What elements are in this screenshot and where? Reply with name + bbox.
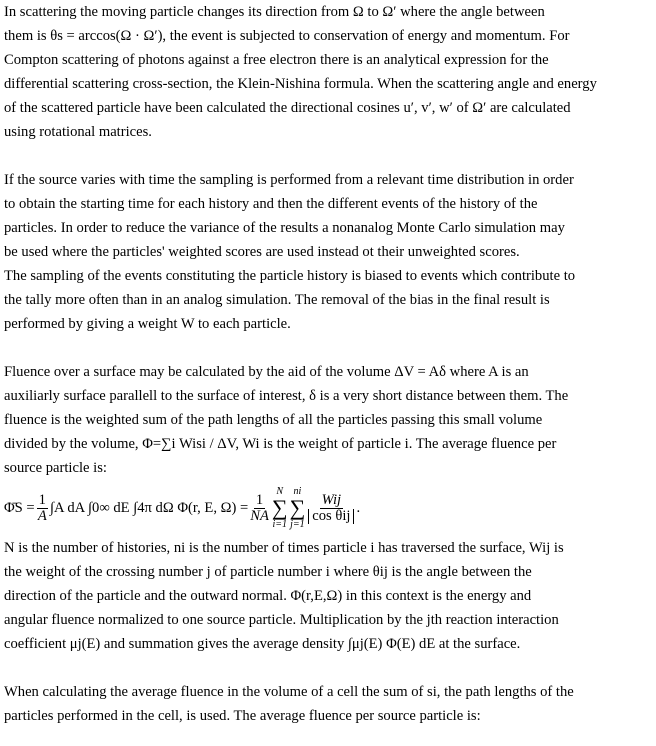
text-line: Compton scattering of photons against a free electron there is an analytical expression for the (4, 52, 549, 68)
eq-denominator: cos θij (308, 509, 354, 524)
eq-period: . (356, 500, 361, 516)
eq-lhs: Φ̄S = (4, 500, 35, 516)
text-line: fluence is the weighted sum of the path lengths of all the particles passing this small volume (4, 412, 543, 428)
text-line: source particle is: (4, 460, 107, 476)
text-line: differential scattering cross-section, the Klein-Nishina formula. When the scattering angle and energy (4, 76, 597, 92)
text-line: N is the number of histories, ni is the number of times particle i has traversed the surface, Wij is (4, 540, 564, 556)
paragraph-definitions (4, 536, 652, 656)
eq-denominator: A (37, 507, 47, 524)
eq-numerator: 1 (255, 491, 264, 508)
eq-fraction-1-over-A (37, 493, 48, 524)
paragraph-spacer (4, 656, 652, 680)
text-line: them is θs = arccos(Ω · Ω′), the event is subjected to conservation of energy and momentum. For (4, 28, 570, 44)
eq-denominator: NA (250, 507, 269, 524)
eq-sum-lower: j=1 (290, 519, 305, 530)
eq-fraction-weight-over-cos (308, 493, 354, 524)
text-line: Fluence over a surface may be calculated by the aid of the volume ΔV = Aδ where A is an (4, 364, 529, 380)
text-line: divided by the volume, Φ=∑i Wisi / ΔV, Wi is the weight of particle i. The average fluence per (4, 436, 557, 452)
text-line: be used where the particles' weighted scores are used instead ot their unweighted scores. (4, 244, 520, 260)
eq-integrals: ∫A dA ∫0∞ dE ∫4π dΩ Φ(r, E, Ω) = (49, 500, 249, 516)
text-line: performed by giving a weight W to each particle. (4, 316, 291, 332)
eq-sum-i (272, 486, 288, 530)
eq-sum-upper: N (276, 486, 284, 497)
text-line: particles. In order to reduce the variance of the results a nonanalog Monte Carlo simulation may (4, 220, 565, 236)
paragraph-cell-fluence (4, 680, 652, 728)
text-line: coefficient μj(E) and summation gives the average density ∫μj(E) Φ(E) dE at the surface. (4, 636, 521, 652)
text-line: auxiliarly surface parallell to the surface of interest, δ is a very short distance between them. The (4, 388, 569, 404)
eq-sum-j (290, 486, 306, 530)
sigma-icon: ∑ (289, 495, 306, 520)
paragraph-fluence (4, 360, 652, 480)
text-line: particles performed in the cell, is used. The average fluence per source particle is: (4, 708, 481, 724)
sigma-icon: ∑ (271, 495, 288, 520)
eq-sum-lower: i=1 (272, 519, 287, 530)
text-line: to obtain the starting time for each history and then the different events of the history of the (4, 196, 538, 212)
text-line: the weight of the crossing number j of particle number i where θij is the angle between the (4, 564, 532, 580)
text-line: the tally more often than in an analog simulation. The removal of the bias in the final result is (4, 292, 550, 308)
text-line: of the scattered particle have been calculated the directional cosines u′, v′, w′ of Ω′ are calculated (4, 100, 571, 116)
eq-numerator: 1 (38, 491, 46, 508)
eq-sum-upper: ni (293, 486, 302, 497)
text-line: In scattering the moving particle changes its direction from Ω to Ω′ where the angle between (4, 4, 545, 20)
paragraph-spacer (4, 144, 652, 168)
text-line: direction of the particle and the outward normal. Φ(r,E,Ω) in this context is the energy and (4, 588, 532, 604)
eq-numerator: Wij (321, 491, 342, 508)
text-line: using rotational matrices. (4, 124, 152, 140)
paragraph-scattering (4, 0, 652, 144)
text-line: When calculating the average fluence in the volume of a cell the sum of si, the path lengths of the (4, 684, 574, 700)
text-line: angular fluence normalized to one source particle. Multiplication by the jth reaction interaction (4, 612, 559, 628)
text-line: The sampling of the events constituting the particle history is biased to events which contribute to (4, 268, 576, 284)
text-line: If the source varies with time the sampling is performed from a relevant time distribution in order (4, 172, 574, 188)
paragraph-spacer (4, 336, 652, 360)
fluence-equation (4, 480, 652, 536)
eq-fraction-1-over-NA (250, 493, 269, 524)
paragraph-time-sampling (4, 168, 652, 336)
